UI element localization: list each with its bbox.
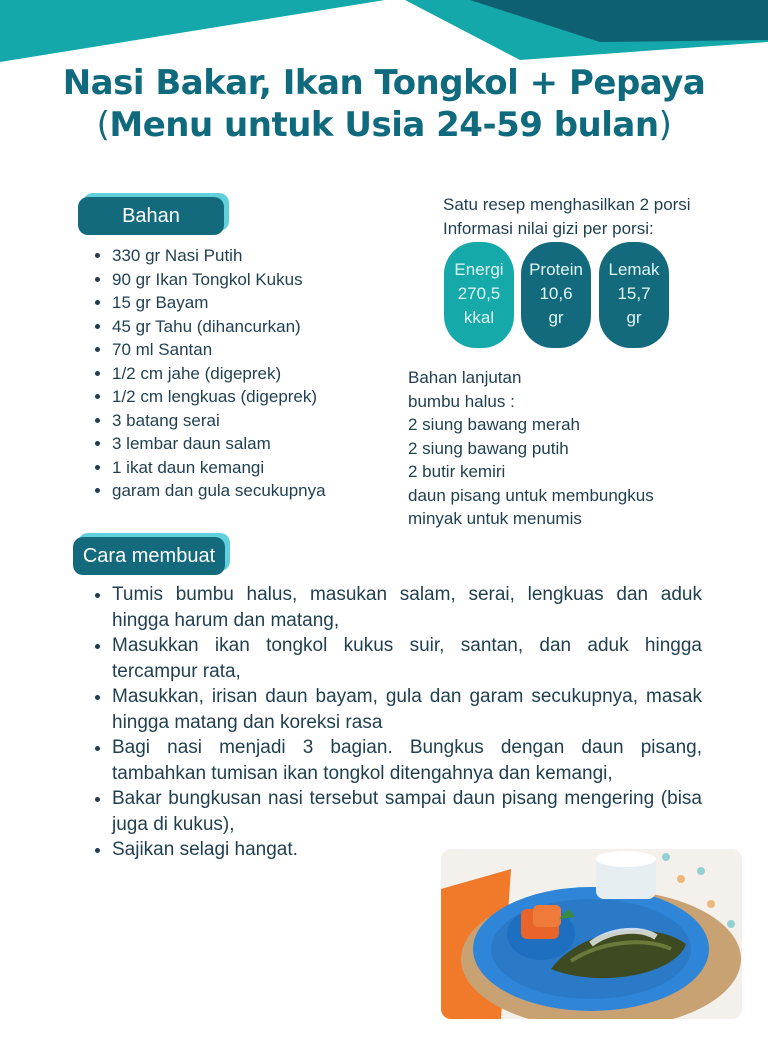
ingredient-item: • 15 gr Bayam — [112, 291, 326, 315]
ingredient-item: • 1/2 cm jahe (digeprek) — [112, 362, 326, 386]
ingredient-item: • garam dan gula secukupnya — [112, 479, 326, 503]
food-photo-illustration — [441, 849, 742, 1019]
ingredient-item: • 3 lembar daun salam — [112, 432, 326, 456]
header-banner — [0, 0, 768, 70]
method-label: Cara membuat — [73, 537, 225, 575]
title-line-1: Nasi Bakar, Ikan Tongkol + Pepaya — [62, 63, 706, 103]
ingredients-label: Bahan — [78, 197, 224, 235]
nutrition-card-energy — [444, 242, 514, 348]
method-step: • Sajikan selagi hangat. — [112, 837, 702, 863]
nutrition-card-value: 270,5 — [457, 284, 501, 303]
title-line-2-text: Menu untuk Usia 24-59 bulan — [109, 105, 659, 145]
extra-line: bumbu halus : — [408, 391, 515, 411]
nutrition-card-name: Energi — [454, 260, 504, 279]
nutrition-card-protein — [521, 242, 591, 348]
method-step: • Masukkan, irisan daun bayam, gula dan garam secukupnya, masak hingga matang dan koreksi rasa — [112, 684, 702, 735]
ingredient-item: • 330 gr Nasi Putih — [112, 244, 326, 268]
servings-info — [443, 193, 691, 241]
extra-ingredients — [408, 366, 654, 531]
extra-line: 2 siung bawang merah — [408, 415, 581, 434]
nutrition-card-name: Lemak — [608, 260, 660, 279]
ingredient-item: • 3 batang serai — [112, 409, 326, 433]
method-step: • Masukkan ikan tongkol kukus suir, santan, dan aduk hingga tercampur rata, — [112, 633, 702, 684]
page-title — [0, 62, 768, 146]
extra-line: 2 butir kemiri — [408, 462, 506, 481]
extra-line: minyak untuk menumis — [408, 509, 582, 528]
ingredients-list — [90, 244, 326, 503]
nutrition-card-unit: kkal — [463, 308, 495, 327]
title-paren-open: ( — [96, 105, 110, 145]
nutrition-card-value: 10,6 — [539, 284, 573, 303]
ingredient-item: • 70 ml Santan — [112, 338, 326, 362]
method-step: • Tumis bumbu halus, masukan salam, serai, lengkuas dan aduk hingga harum dan matang, — [112, 582, 702, 633]
nutrition-card-value: 15,7 — [617, 284, 651, 303]
extra-line: daun pisang untuk membungkus — [408, 485, 654, 505]
title-paren-close: ) — [658, 105, 672, 145]
nutrition-card-name: Protein — [529, 260, 583, 279]
method-step: • Bakar bungkusan nasi tersebut sampai daun pisang mengering (bisa juga di kukus), — [112, 786, 702, 837]
extra-line: 2 siung bawang putih — [408, 438, 569, 458]
ingredient-item: • 45 gr Tahu (dihancurkan) — [112, 315, 326, 339]
nutrition-card-fat — [599, 242, 669, 348]
nutrition-card-unit: gr — [548, 308, 564, 327]
ingredient-item: • 90 gr Ikan Tongkol Kukus — [112, 268, 326, 292]
nutrition-info-text: Informasi nilai gizi per porsi: — [443, 219, 654, 238]
method-steps — [90, 582, 702, 863]
food-photo — [441, 849, 742, 1019]
ingredient-item: • 1 ikat daun kemangi — [112, 456, 326, 480]
servings-text: Satu resep menghasilkan 2 porsi — [443, 195, 691, 214]
title-line-2 — [0, 104, 768, 146]
nutrition-card-unit: gr — [626, 308, 642, 327]
ingredient-item: • 1/2 cm lengkuas (digeprek) — [112, 385, 326, 409]
method-step: • Bagi nasi menjadi 3 bagian. Bungkus dengan daun pisang, tambahkan tumisan ikan tongkol ditengahnya dan kemangi, — [112, 735, 702, 786]
extra-line: Bahan lanjutan — [408, 368, 522, 387]
